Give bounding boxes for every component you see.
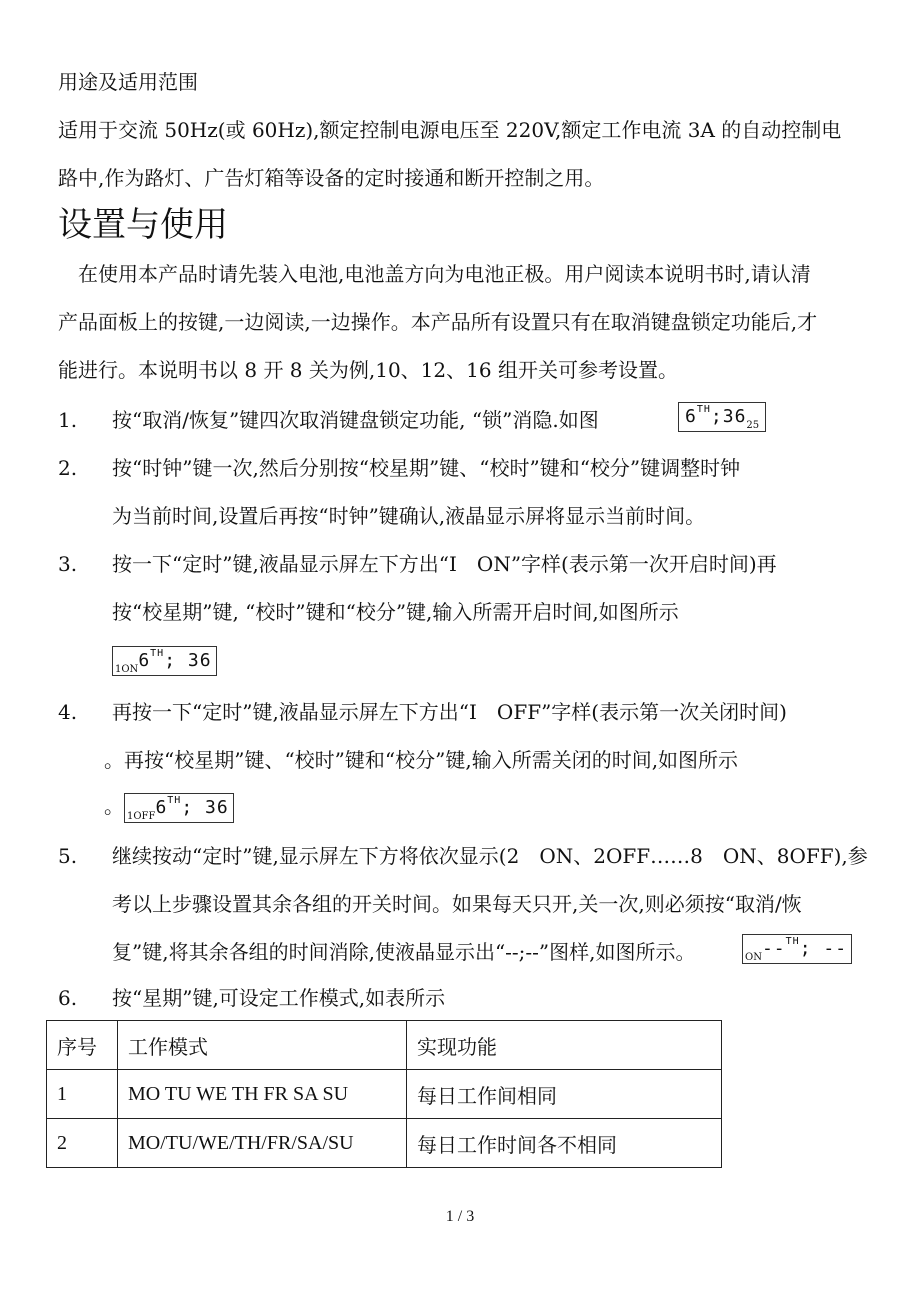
lcd-display-1 [678, 402, 766, 432]
step-2-number: 2. [58, 456, 78, 480]
step-3-number: 3. [58, 552, 78, 576]
lcd-3-weekday: 6 [138, 650, 151, 671]
step-2-line-1: 按“时钟”键一次,然后分别按“校星期”键、“校时”键和“校分”键调整时钟 [112, 456, 741, 480]
row-2-index: 2 [47, 1119, 118, 1168]
lcd-5-time: ; -- [799, 938, 848, 959]
intro-line-2: 产品面板上的按键,一边阅读,一边操作。本产品所有设置只有在取消键盘锁定功能后,才 [58, 310, 818, 334]
row-1-mode: MO TU WE TH FR SA SU [118, 1070, 407, 1119]
step-1-text: 按“取消/恢复”键四次取消键盘锁定功能, “锁”消隐.如图 [112, 408, 599, 432]
step-5-line-3 [112, 940, 696, 964]
usage-line-1: 适用于交流 50Hz(或 60Hz),额定控制电源电压至 220V,额定工作电流 3A 的自动控制电 [58, 118, 842, 142]
row-2-function: 每日工作时间各不相同 [407, 1119, 722, 1168]
step-5-line-1: 继续按动“定时”键,显示屏左下方将依次显示(2 ON、2OFF……8 ON、8OFF),参 [112, 844, 868, 868]
lcd-1-sup: TH [696, 404, 711, 415]
lcd-4-sup: TH [167, 794, 182, 806]
step-3-line-1: 按一下“定时”键,液晶显示屏左下方出“I ON”字样(表示第一次开启时间)再 [112, 552, 777, 576]
lcd-4-weekday: 6 [155, 796, 168, 818]
step-5-text-3: 复”键,将其余各组的时间消除,使液晶显示出“--;--”图样,如图所示。 [112, 940, 696, 964]
step-3-line-2: 按“校星期”键, “校时”键和“校分”键,输入所需开启时间,如图所示 [112, 600, 679, 624]
step-2-line-2: 为当前时间,设置后再按“时钟”键确认,液晶显示屏将显示当前时间。 [112, 504, 706, 528]
lcd-4-time: ; 36 [181, 796, 229, 818]
lcd-1-seconds: 25 [746, 420, 760, 431]
row-2-mode: MO/TU/WE/TH/FR/SA/SU [118, 1119, 407, 1168]
step-4-prefix: 。 [104, 794, 124, 818]
lcd-display-4-wrap [104, 792, 234, 823]
step-1-number: 1. [58, 408, 78, 432]
intro-line-1: 在使用本产品时请先装入电池,电池盖方向为电池正极。用户阅读本说明书时,请认清 [78, 262, 811, 286]
header-mode: 工作模式 [118, 1021, 407, 1070]
lcd-1-time: ;36 [710, 406, 747, 427]
table-header-row [47, 1021, 722, 1070]
lcd-1-weekday: 6 [685, 406, 697, 427]
table-row [47, 1119, 722, 1168]
lcd-display-4 [124, 793, 234, 823]
lcd-3-prefix: 1ON [115, 664, 139, 675]
header-function: 实现功能 [407, 1021, 722, 1070]
row-1-index: 1 [47, 1070, 118, 1119]
usage-line-2: 路中,作为路灯、广告灯箱等设备的定时接通和断开控制之用。 [58, 166, 605, 190]
step-4-line-1: 再按一下“定时”键,液晶显示屏左下方出“I OFF”字样(表示第一次关闭时间) [112, 700, 787, 724]
mode-table [46, 1020, 722, 1168]
lcd-5-sup: TH [785, 936, 800, 947]
lcd-4-prefix: 1OFF [127, 810, 156, 822]
intro-line-3: 能进行。本说明书以 8 开 8 关为例,10、12、16 组开关可参考设置。 [58, 358, 678, 382]
step-5-number: 5. [58, 844, 78, 868]
lcd-5-weekday: -- [761, 938, 786, 959]
setup-heading: 设置与使用 [58, 205, 228, 245]
step-4-number: 4. [58, 700, 78, 724]
lcd-3-sup: TH [150, 648, 165, 659]
lcd-display-5 [742, 934, 852, 964]
step-5-line-2: 考以上步骤设置其余各组的开关时间。如果每天只开,关一次,则必须按“取消/恢 [112, 892, 802, 916]
step-6-line-1: 按“星期”键,可设定工作模式,如表所示 [112, 986, 446, 1010]
step-6-number: 6. [58, 986, 78, 1010]
lcd-5-prefix: ON [745, 952, 762, 963]
lcd-3-time: ; 36 [164, 650, 212, 671]
step-4-line-2: 。再按“校星期”键、“校时”键和“校分”键,输入所需关闭的时间,如图所示 [104, 748, 739, 772]
usage-title: 用途及适用范围 [58, 70, 198, 94]
header-index: 序号 [47, 1021, 118, 1070]
lcd-display-3 [112, 646, 217, 676]
table-row [47, 1070, 722, 1119]
row-1-function: 每日工作间相同 [407, 1070, 722, 1119]
page-number: 1 / 3 [445, 1208, 475, 1225]
step-1-line-1 [112, 408, 599, 432]
